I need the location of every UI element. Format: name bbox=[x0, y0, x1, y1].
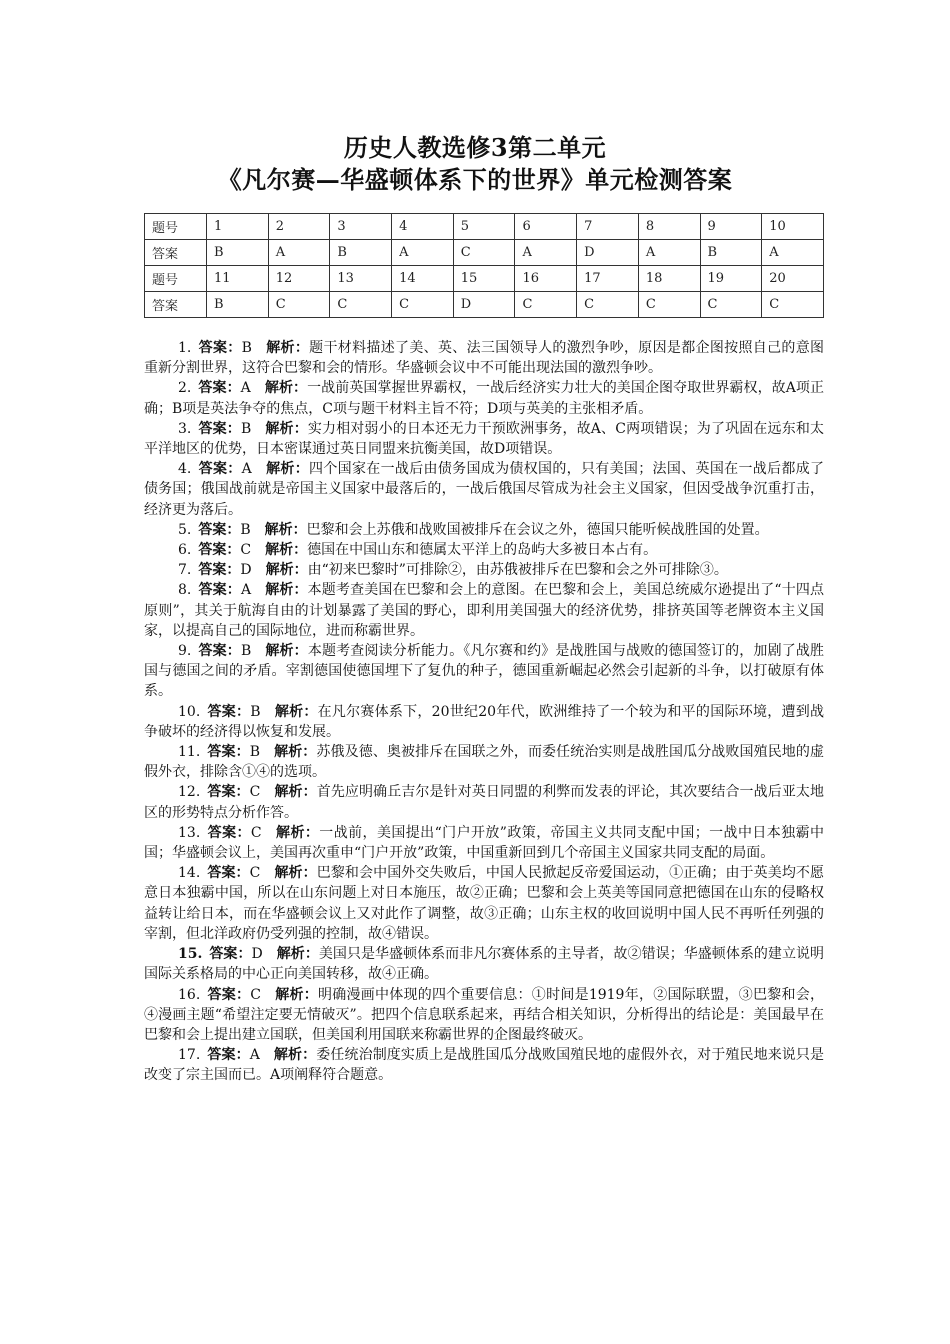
answer-label: 答案： bbox=[207, 703, 251, 720]
table-cell: 17 bbox=[577, 266, 639, 292]
answer-explanation-item bbox=[144, 419, 824, 459]
answer-value: B bbox=[240, 643, 252, 660]
analysis-label: 解析： bbox=[275, 824, 320, 841]
item-number: 8. bbox=[178, 582, 192, 599]
answer-value: A bbox=[240, 582, 252, 599]
table-cell: 16 bbox=[515, 266, 577, 292]
answer-value: C bbox=[249, 865, 261, 882]
table-cell: C bbox=[268, 292, 330, 318]
answer-label: 答案： bbox=[209, 946, 252, 963]
answer-label: 答案： bbox=[207, 784, 250, 801]
answer-explanation-item bbox=[144, 378, 824, 418]
answer-label: 答案： bbox=[207, 1047, 250, 1064]
analysis-text: 巴黎和会上苏俄和战败国被排斥在会议之外，德国只能听候战胜国的处置。 bbox=[306, 521, 769, 538]
answer-explanation-item bbox=[144, 944, 824, 984]
analysis-label: 解析： bbox=[265, 562, 308, 579]
analysis-label: 解析： bbox=[276, 946, 319, 963]
analysis-label: 解析： bbox=[274, 703, 318, 720]
answer-value: C bbox=[250, 824, 262, 841]
table-cell: B bbox=[207, 240, 269, 266]
table-cell: 14 bbox=[392, 266, 454, 292]
answer-explanation-item bbox=[144, 1045, 824, 1085]
table-row bbox=[145, 266, 824, 292]
row-header-cell: 答案 bbox=[145, 292, 207, 318]
answer-label: 答案： bbox=[198, 461, 242, 478]
item-number: 11. bbox=[178, 744, 201, 761]
answer-value: B bbox=[249, 744, 260, 761]
item-number: 13. bbox=[178, 824, 201, 841]
table-row bbox=[145, 292, 824, 318]
table-cell: D bbox=[453, 292, 515, 318]
answer-explanation-item bbox=[144, 580, 824, 641]
table-cell: C bbox=[515, 292, 577, 318]
item-number: 2. bbox=[178, 380, 192, 397]
analysis-text: 巴黎和会中国外交失败后，中国人民掀起反帝爱国运动，①正确；由于英美均不愿意日本独霸中国，所以在山东问题上对日本施压，故②正确；巴黎和会上英美等国同意把德国在山东的侵略权益转让给日本，而在华盛顿会议上又对此作了调整，故③正确；山东主权的收回说明中国人民不再听任列强的宰割，但北洋政府仍受列强的控制，故④错误。 bbox=[144, 865, 825, 942]
answer-explanation-item bbox=[144, 782, 824, 822]
analysis-text: 实力相对弱小的日本还无力干预欧洲事务，故A、C两项错误；为了巩固在远东和太平洋地区的优势，日本密谋通过英日同盟来抗衡美国，故D项错误。 bbox=[144, 420, 824, 458]
answer-label: 答案： bbox=[207, 744, 250, 761]
answer-label: 答案： bbox=[198, 643, 241, 660]
row-header-cell: 题号 bbox=[145, 266, 207, 292]
item-number: 3. bbox=[178, 420, 192, 437]
analysis-text: 由“初来巴黎时”可排除②，由苏俄被排斥在巴黎和会之外可排除③。 bbox=[307, 562, 728, 579]
table-cell: B bbox=[207, 292, 269, 318]
analysis-label: 解析： bbox=[273, 744, 317, 761]
table-cell: 12 bbox=[268, 266, 330, 292]
table-cell: 8 bbox=[638, 214, 700, 240]
answer-explanation-item bbox=[144, 338, 824, 378]
table-cell: A bbox=[268, 240, 330, 266]
analysis-text: 美国只是华盛顿体系而非凡尔赛体系的主导者，故②错误；华盛顿体系的建立说明国际关系格局的中心正向美国转移，故④正确。 bbox=[144, 946, 825, 983]
item-number: 15. bbox=[178, 946, 203, 963]
table-cell: C bbox=[392, 292, 454, 318]
analysis-text: 一战前，美国提出“门户开放”政策，帝国主义共同支配中国；一战中日本独霸中国；华盛顿会议上，美国再次重申“门户开放”政策，中国重新回到几个帝国主义国家共同支配的局面。 bbox=[144, 824, 825, 862]
document-title: 历史人教选修3第二单元 bbox=[343, 133, 607, 162]
analysis-label: 解析： bbox=[265, 461, 310, 478]
answer-explanation-item bbox=[144, 985, 824, 1046]
analysis-text: 明确漫画中体现的四个重要信息：①时间是1919年，②国际联盟，③巴黎和会，④漫画主题“希望注定要无情破灭”。把四个信息联系起来，再结合相关知识，分析得出的结论是：美国最早在巴黎和会上提出建立国联，但美国利用国联来称霸世界的企图最终破灭。 bbox=[144, 986, 824, 1043]
table-cell: 11 bbox=[207, 266, 269, 292]
answer-value: B bbox=[250, 703, 261, 720]
table-cell: 3 bbox=[330, 214, 392, 240]
table-cell: A bbox=[638, 240, 700, 266]
analysis-text: 在凡尔赛体系下，20世纪20年代，欧洲维持了一个较为和平的国际环境，遭到战争破坏的经济得以恢复和发展。 bbox=[144, 703, 824, 740]
analysis-label: 解析： bbox=[264, 521, 307, 538]
table-cell: 7 bbox=[577, 214, 639, 240]
table-cell: A bbox=[392, 240, 454, 266]
analysis-text: 德国在中国山东和德属太平洋上的岛屿大多被日本占有。 bbox=[307, 542, 658, 559]
table-cell: 6 bbox=[515, 214, 577, 240]
item-number: 1. bbox=[178, 340, 192, 356]
answer-label: 答案： bbox=[207, 824, 251, 841]
table-cell: 5 bbox=[453, 214, 515, 240]
answer-label: 答案： bbox=[198, 562, 241, 579]
explanation-list bbox=[144, 338, 824, 1086]
table-cell: 13 bbox=[330, 266, 392, 292]
answer-table bbox=[144, 213, 824, 318]
item-number: 16. bbox=[178, 986, 201, 1003]
analysis-label: 解析： bbox=[273, 1047, 317, 1064]
answer-explanation-item bbox=[144, 459, 824, 520]
answer-label: 答案： bbox=[198, 420, 241, 437]
answer-label: 答案： bbox=[198, 542, 241, 559]
table-cell: B bbox=[700, 240, 762, 266]
item-number: 10. bbox=[178, 703, 201, 720]
analysis-label: 解析： bbox=[264, 380, 308, 397]
table-cell: 2 bbox=[268, 214, 330, 240]
table-cell: A bbox=[515, 240, 577, 266]
answer-explanation-item bbox=[144, 823, 824, 863]
table-cell: C bbox=[700, 292, 762, 318]
item-number: 6. bbox=[178, 542, 192, 559]
answer-explanation-item bbox=[144, 641, 824, 702]
answer-value: B bbox=[240, 420, 252, 437]
analysis-text: 本题考查美国在巴黎和会上的意图。在巴黎和会上，美国总统威尔逊提出了“十四点原则”，其关于航海自由的计划暴露了美国的野心，即利用美国强大的经济优势，排挤英国等老牌资本主义国家，以提高自己的国际地位，进而称霸世界。 bbox=[144, 582, 824, 639]
answer-value: D bbox=[251, 946, 263, 963]
item-number: 7. bbox=[178, 562, 192, 579]
answer-explanation-item bbox=[144, 863, 824, 944]
table-row bbox=[145, 214, 824, 240]
table-cell: 9 bbox=[700, 214, 762, 240]
answer-label: 答案： bbox=[198, 340, 242, 356]
table-cell: 15 bbox=[453, 266, 515, 292]
answer-explanation-item bbox=[144, 540, 824, 560]
item-number: 14. bbox=[178, 865, 201, 882]
table-cell: B bbox=[330, 240, 392, 266]
analysis-text: 本题考查阅读分析能力。《凡尔赛和约》是战胜国与战败的德国签订的，加剧了战胜国与德国之间的矛盾。宰割德国使德国埋下了复仇的种子，德国重新崛起必然会引起新的斗争，以打破原有体系。 bbox=[144, 643, 825, 700]
item-number: 4. bbox=[178, 461, 192, 478]
analysis-text: 委任统治制度实质上是战胜国瓜分战败国殖民地的虚假外衣，对于殖民地来说只是改变了宗主国而已。A项阐释符合题意。 bbox=[144, 1047, 825, 1084]
answer-label: 答案： bbox=[207, 986, 251, 1003]
analysis-label: 解析： bbox=[265, 582, 308, 599]
item-number: 9. bbox=[178, 643, 192, 660]
analysis-label: 解析： bbox=[274, 865, 317, 882]
table-cell: 10 bbox=[762, 214, 824, 240]
table-cell: 1 bbox=[207, 214, 269, 240]
answer-value: C bbox=[240, 542, 252, 559]
answer-value: A bbox=[240, 380, 251, 397]
analysis-text: 首先应明确丘吉尔是针对英日同盟的利弊而发表的评论，其次要结合一战后亚太地区的形势特点分析作答。 bbox=[144, 784, 825, 821]
answer-value: B bbox=[240, 521, 251, 538]
analysis-text: 苏俄及德、奥被排斥在国联之外，而委任统治实则是战胜国瓜分战败国殖民地的虚假外衣，排除含①④的选项。 bbox=[144, 744, 825, 781]
table-cell: 18 bbox=[638, 266, 700, 292]
analysis-text: 四个国家在一战后由债务国成为债权国的，只有美国；法国、英国在一战后都成了债务国；俄国战前就是帝国主义国家中最落后的，一战后俄国尽管成为社会主义国家，但因受战争沉重打击，经济更为落后。 bbox=[144, 461, 825, 518]
row-header-cell: 题号 bbox=[145, 214, 207, 240]
table-cell: C bbox=[762, 292, 824, 318]
row-header-cell: 答案 bbox=[145, 240, 207, 266]
answer-value: B bbox=[241, 340, 252, 356]
analysis-label: 解析： bbox=[265, 542, 308, 559]
table-cell: C bbox=[577, 292, 639, 318]
document-subtitle: 《凡尔赛—华盛顿体系下的世界》单元检测答案 bbox=[217, 165, 733, 194]
table-cell: A bbox=[762, 240, 824, 266]
answer-explanation-item bbox=[144, 742, 824, 782]
answer-explanation-item bbox=[144, 702, 824, 742]
answer-value: D bbox=[240, 562, 252, 579]
answer-value: A bbox=[241, 461, 252, 478]
answer-value: C bbox=[250, 986, 261, 1003]
item-number: 17. bbox=[178, 1047, 201, 1064]
answer-label: 答案： bbox=[207, 865, 250, 882]
analysis-label: 解析： bbox=[265, 643, 308, 660]
table-cell: C bbox=[330, 292, 392, 318]
answer-value: C bbox=[249, 784, 261, 801]
analysis-label: 解析： bbox=[265, 340, 310, 356]
answer-explanation-item bbox=[144, 520, 824, 540]
table-cell: C bbox=[453, 240, 515, 266]
analysis-label: 解析： bbox=[274, 784, 317, 801]
analysis-text: 题干材料描述了美、英、法三国领导人的激烈争吵，原因是都企图按照自己的意图重新分割世界，这符合巴黎和会的情形。华盛顿会议中不可能出现法国的激烈争吵。 bbox=[144, 340, 825, 377]
table-row bbox=[145, 240, 824, 266]
analysis-label: 解析： bbox=[265, 420, 308, 437]
answer-label: 答案： bbox=[198, 380, 241, 397]
table-cell: D bbox=[577, 240, 639, 266]
item-number: 12. bbox=[178, 784, 201, 801]
answer-label: 答案： bbox=[198, 582, 241, 599]
analysis-label: 解析： bbox=[275, 986, 319, 1003]
answer-label: 答案： bbox=[198, 521, 241, 538]
answer-explanation-item bbox=[144, 560, 824, 580]
answer-value: A bbox=[249, 1047, 260, 1064]
analysis-text: 一战前英国掌握世界霸权，一战后经济实力壮大的美国企图夺取世界霸权，故A项正确；B项是英法争夺的焦点，C项与题干材料主旨不符；D项与英美的主张相矛盾。 bbox=[144, 380, 825, 417]
table-cell: C bbox=[638, 292, 700, 318]
table-cell: 4 bbox=[392, 214, 454, 240]
table-cell: 20 bbox=[762, 266, 824, 292]
table-cell: 19 bbox=[700, 266, 762, 292]
item-number: 5. bbox=[178, 521, 192, 538]
